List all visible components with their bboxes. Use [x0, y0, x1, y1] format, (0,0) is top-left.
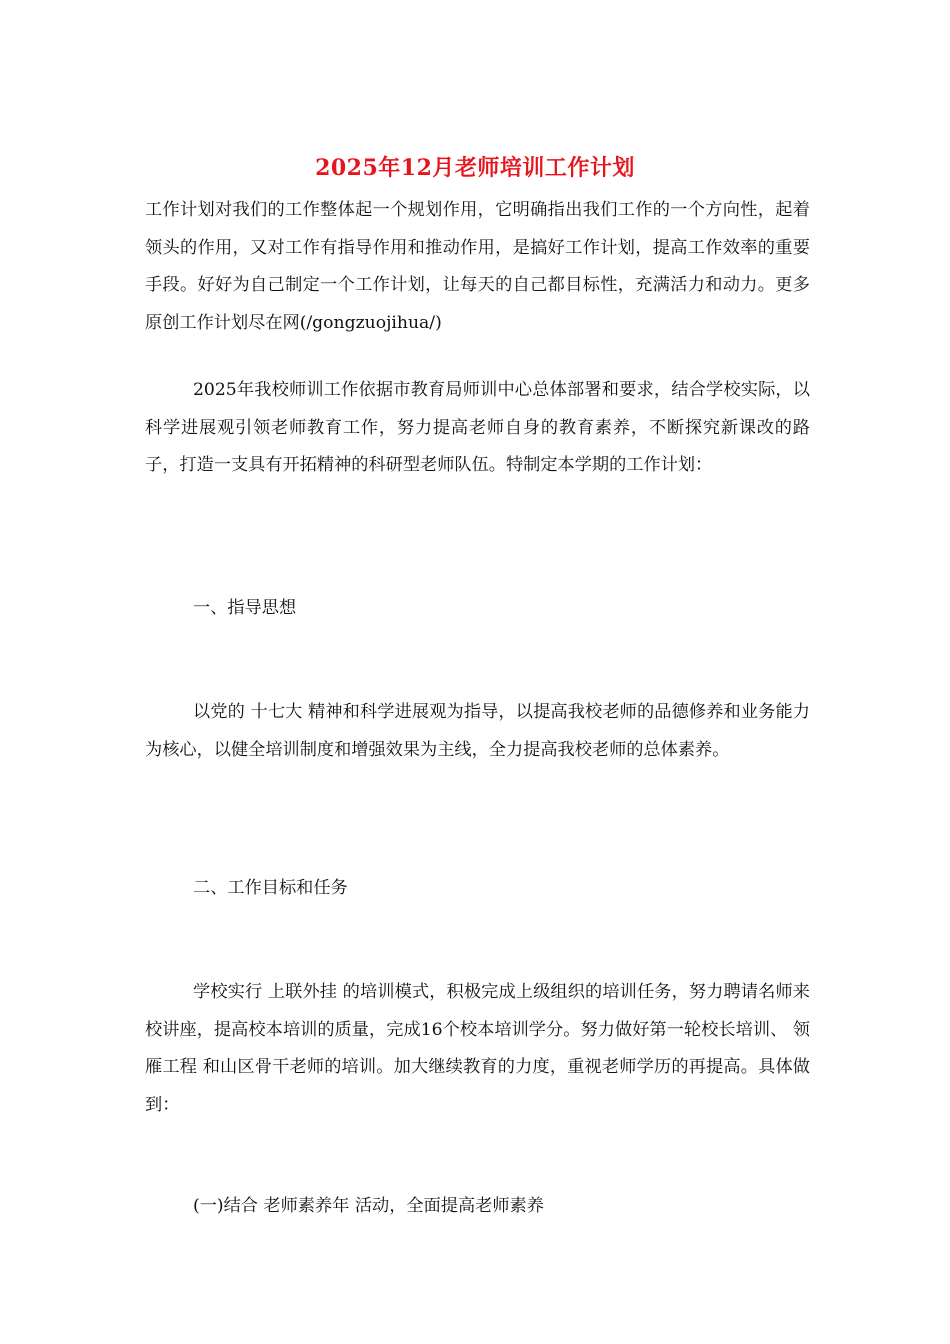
document-title: 2025年12月老师培训工作计划 [315, 155, 635, 181]
intro-paragraph: 工作计划对我们的工作整体起一个规划作用，它明确指出我们工作的一个方向性，起着领头的作用，又对工作有指导作用和推动作用，是搞好工作计划，提高工作效率的重要手段。好好为自己制定一个工作计划，让每天的自己都目标性，充满活力和动力。更多原创工作计划尽在网(/gongzuojihua/) [145, 200, 810, 333]
guiding-thought-paragraph: 以党的 十七大 精神和科学进展观为指导，以提高我校老师的品德修养和业务能力为核心，以健全培训制度和增强效果为主线，全力提高我校老师的总体素养。 [145, 702, 810, 760]
goals-tasks-paragraph: 学校实行 上联外挂 的培训模式，积极完成上级组织的培训任务，努力聘请名师来校讲座，提高校本培训的质量，完成16个校本培训学分。努力做好第一轮校长培训、 领雁工程 和山区骨干老师的培训。加大继续教育的力度，重视老师学历的再提高。具体做到： [145, 982, 810, 1115]
section-heading-guiding-thought: 一、指导思想 [193, 598, 297, 618]
section-heading-goals-tasks: 二、工作目标和任务 [193, 878, 348, 898]
overview-paragraph: 2025年我校师训工作依据市教育局师训中心总体部署和要求，结合学校实际，以科学进展观引领老师教育工作，努力提高老师自身的教育素养，不断探究新课改的路子，打造一支具有开拓精神的科研型老师队伍。特制定本学期的工作计划： [145, 380, 810, 475]
subsection-heading-1: (一)结合 老师素养年 活动，全面提高老师素养 [193, 1196, 544, 1216]
